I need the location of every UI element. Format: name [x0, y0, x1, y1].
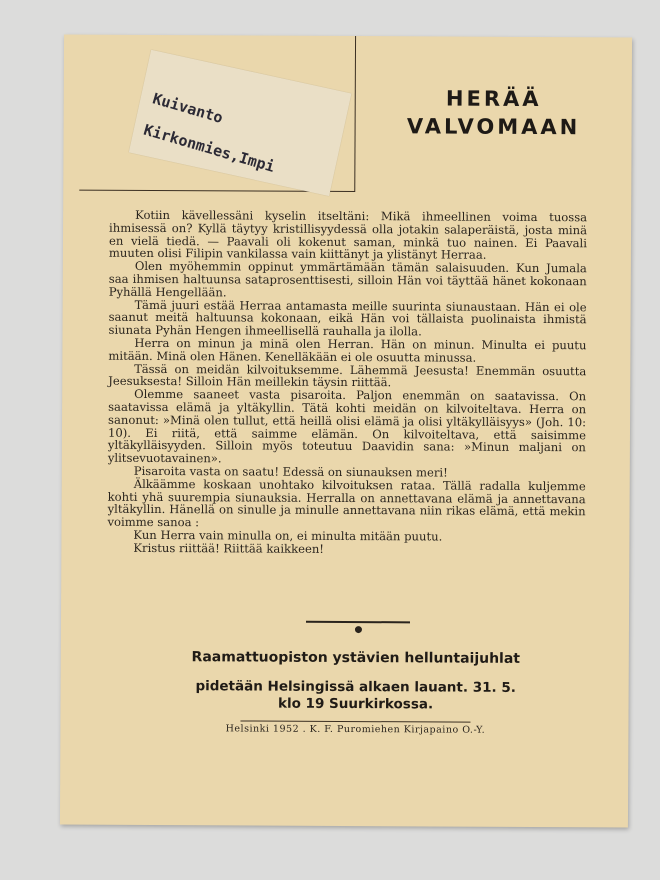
address-label — [129, 50, 352, 196]
paragraph: Kun Herra vain minulla on, ei minulta mitään puutu. — [133, 527, 443, 544]
paragraph: Älkäämme koskaan unohtako kilvoituksen rataa. Tällä radalla kuljemme kohti yhä suurempia siunauksia. Herralla on annettavana elämä ja annettavana yltäkyllin. Hänellä on sinulle ja minulle annettavana niin rikas elämä, että mekin voimme sanoa : — [107, 476, 586, 530]
footer-rule — [240, 720, 470, 722]
event-heading: Raamattuopiston ystävien helluntaijuhlat — [191, 649, 521, 667]
event-place: klo 19 Suurkirkossa. — [277, 695, 434, 713]
title-line-2: VALVOMAAN — [406, 114, 581, 140]
title-line-1: HERÄÄ — [445, 86, 542, 112]
printer-imprint: Helsinki 1952 . K. F. Puromiehen Kirjapaino O.-Y. — [225, 723, 486, 736]
paragraph: Tämä juuri estää Herraa antamasta meille suurinta siunaustaan. Hän ei ole saanut meitä haltuunsa kokonaan, eikä Hän voi tällaista puolinaista ihmistä siunata Pyhän Hengen ihmeellisellä rauhalla ja ilolla. — [108, 297, 587, 339]
paragraph: Tässä on meidän kilvoituksemme. Lähemmä Jeesusta! Enemmän osuutta Jeesuksesta! Silloin Hän meillekin täysin riittää. — [108, 361, 587, 390]
event-date: pidetään Helsingissä alkaen lauant. 31. 5. — [195, 678, 516, 696]
pamphlet-page — [60, 35, 632, 828]
page-title — [394, 84, 594, 141]
frame-vertical-line — [354, 36, 356, 191]
event-details — [101, 678, 611, 715]
paragraph: Pisaroita vasta on saatu! Edessä on siunauksen meri! — [133, 463, 448, 480]
paragraph: Kristus riittää! Riittää kaikkeen! — [133, 540, 325, 556]
stamp-location-line: Kirkonmies,Impi — [141, 120, 277, 176]
paragraph: Olen myöhemmin oppinut ymmärtämään tämän salaisuuden. Kun Jumala saa ihmisen haltuunsa sataprosenttisesti, silloin Hän voi täyttää hänet kokonaan Pyhällä Hengellään. — [108, 259, 587, 300]
stamp-name-line: Kuivanto — [150, 89, 226, 127]
article-body — [107, 209, 587, 557]
paragraph: Kotiin kävellessäni kyselin itseltäni: Mikä ihmeellinen voima tuossa ihmisessä on? Kyllä täytyy kristillisyydessä olla jotakin salaperäistä, josta minä en vielä tiedä. — Paavali oli kokenut saman, minkä tuo nainen. Ei Paavali muuten olisi Filipin vankilassa vain kiittänyt ja ylistänyt Herraa. — [108, 207, 588, 263]
divider-dot — [355, 626, 362, 633]
paragraph: Herra on minun ja minä olen Herran. Hän on minun. Minulta ei puutu mitään. Minä olen Hänen. Kenelläkään ei ole osuutta minussa. — [108, 335, 587, 365]
paragraph: Olemme saaneet vasta pisaroita. Paljon enemmän on saatavissa. On saatavissa elämä ja yltäkyllin. Tätä kohti meidän on kilvoiteltava. Herra on sanonut: »Minä olen tullut, että heillä olisi elämä ja olisi yltäkylläisyys» (Joh. 10: 10). Ei riitä, että saimme elämän. On kilvoiteltava, että saisimme yltäkylläisyyden. Silloin myös toteutuu Daavidin sana: »Minun maljani on ylitsevuotavainen». — [107, 387, 587, 466]
section-divider — [306, 621, 410, 624]
